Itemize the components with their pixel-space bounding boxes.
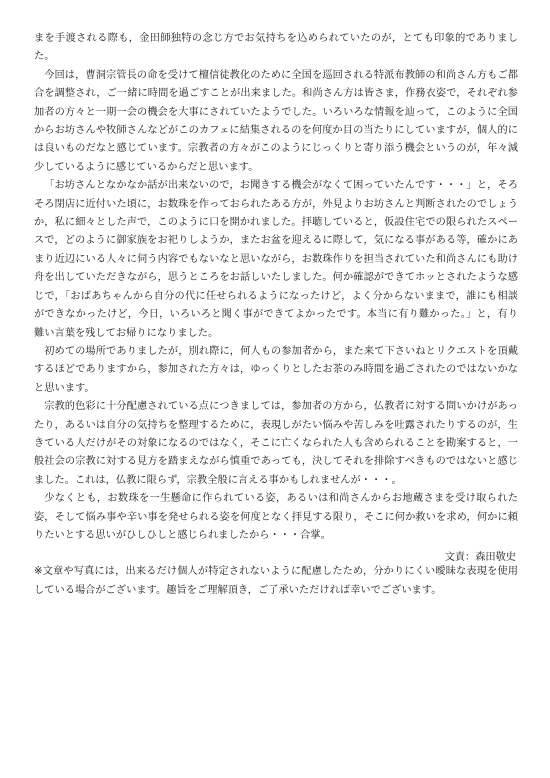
paragraph-2: 今回は，曹洞宗管長の命を受けて檀信徒教化のために全国を巡回される特派布教師の和尚さん方もご都合を調整され，ご一緒に時間を過ごすことが出来ました。和尚さん方は皆さま，作務衣姿で，それぞれ参加者の方々と一期一会の機会を大事にされていたようでした。いろいろな情報を辿って，このように全国からお坊さんや牧師さんなどがこのカフェに結集されるのを何度か目の当たりにしていますが，個人的には良いものだなと感じています。宗教者の方々がこのようにじっくりと寄り添う機会というのが，年々減少しているように感じているからだと思います。 — [34, 69, 518, 173]
paragraph-4: 初めての場所でありましたが，別れ際に，何人もの参加者から，また来て下さいねとリクエストを頂戴するほどでありますから，参加された方々は，ゆっくりとしたお茶のみ時間を過ごされたのではないかなと思います。 — [34, 345, 518, 394]
author-signature: 文責：森田敬史 — [444, 552, 516, 563]
disclaimer-note: ※文章や写真には，出来るだけ個人が特定されないように配慮したため，分かりにくい曖昧な表現を使用している場合がございます。趣旨をご理解頂き，ご了承いただければ幸いでございます。 — [34, 566, 518, 596]
paragraph-3: 「お坊さんとなかなか話が出来ないので，お聞きする機会がなくて困っていたんです・・・」と，そろそろ閉店に近付いた頃に，お数珠を作っておられたある方が，外見よりお坊さんと判断されたのでしょうか，私に細々とした声で，このように口を開かれました。拝聴していると，仮設住宅での限られたスペースで，どのように御家族をお祀りしようか，またお盆を迎えるに際して，気になる事がある等，確かにあまり近辺にいる人々に伺う内容でもないなと思いながら，お数珠作りを担当されていた和尚さんにも助け舟を出していただきながら，思うところをお話しいたしました。何か確認ができてホッとされたような感じで，「おばあちゃんから自分の代に任せられるようになったけど，よく分からないままで，誰にも相談ができなかったけど，今日，いろいろと聞く事ができてよかったです。本当に有り難かった。」と，有り難い言葉を残してお帰りになりました。 — [34, 180, 518, 339]
paragraph-5: 宗教的色彩に十分配慮されている点につきましては，参加者の方から，仏教者に対する問いかけがあったり，あるいは自分の気持ちを整理するために，表現しがたい悩みや苦しみを吐露されたりするのが，生きている人だけがその対象になるのではなく，そこに亡くなられた人も含められることを勘案すると，一般社会の宗教に対する見方を踏まえながら慎重であっても，決してそれを排除すべきものではないと感じました。これは，仏教に限らず，宗教全般に言える事かもしれませんが・・・。 — [34, 401, 518, 486]
document-body — [34, 30, 518, 600]
paragraph-6: 少なくとも，お数珠を一生懸命に作られている姿，あるいは和尚さんからお地蔵さまを受け取られた姿，そして悩み事や辛い事を発せられる姿を何度となく拝見する限り，そこに何か救いを求め，何かに頼りたいとする思いがひしひしと感じられましたから・・・合掌。 — [34, 493, 518, 541]
paragraph-1: まを手渡される際も，金田師独特の念じ方でお気持ちを込められていたのが，とても印象的でありました。 — [34, 33, 518, 63]
